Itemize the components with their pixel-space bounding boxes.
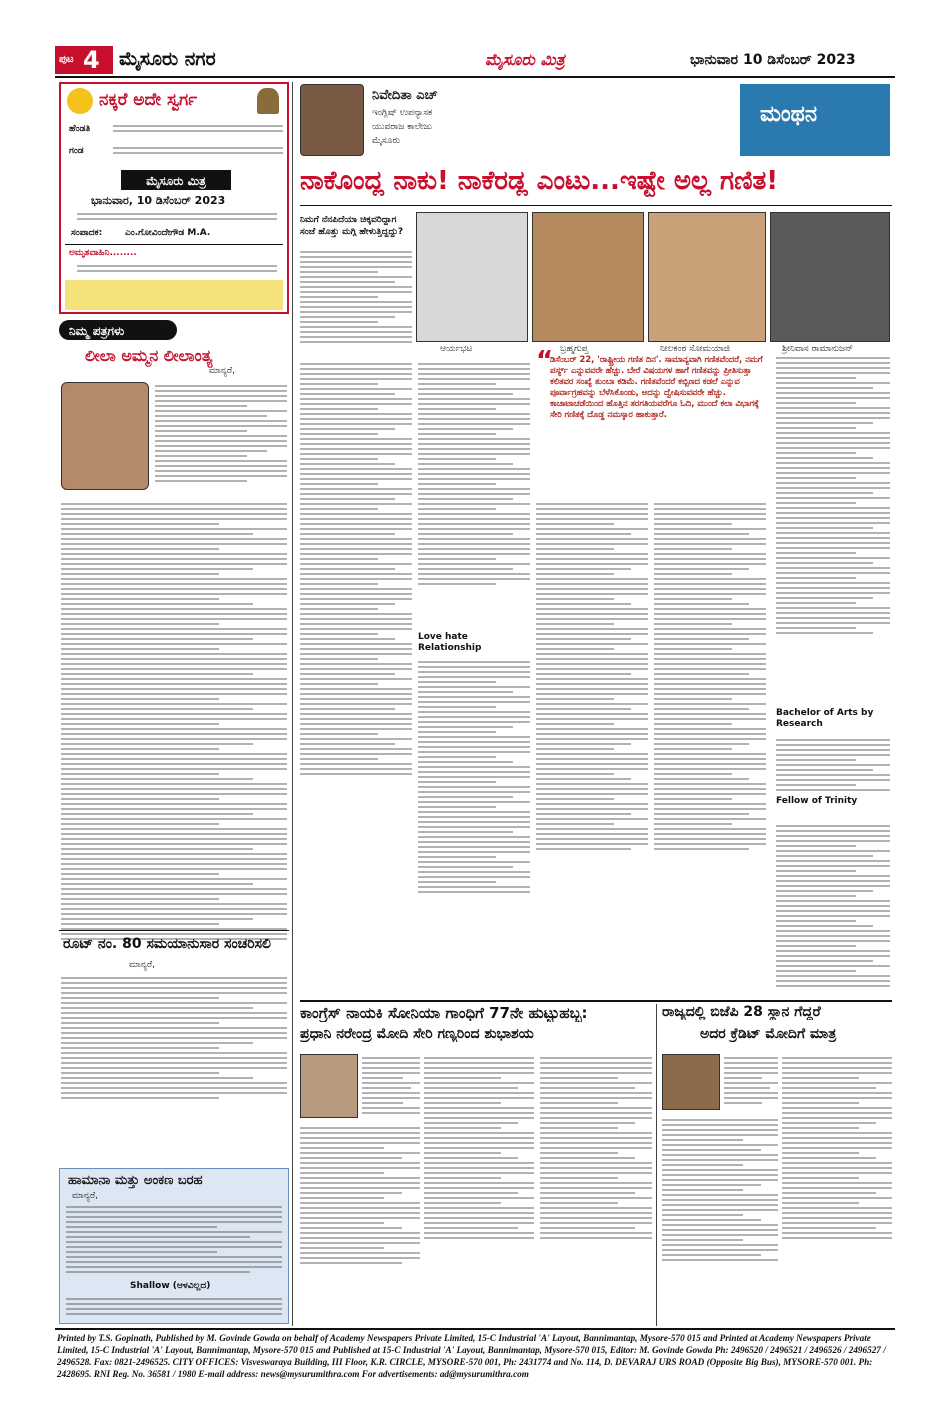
nakkare-title: ನಕ್ಕರೆ ಅದೇ ಸ್ವರ್ಗ bbox=[99, 90, 198, 110]
letters-section-label: ನಿಮ್ಮ ಪತ್ರಗಳು bbox=[69, 324, 125, 338]
aryabhata-photo bbox=[416, 212, 528, 342]
page-header bbox=[55, 44, 895, 76]
caption-ramanujan: ಶ್ರೀನಿವಾಸ ರಾಮಾನುಜನ್ bbox=[782, 344, 854, 354]
bjp-headline-2: ಅದರ ಕ್ರೆಡಿಟ್ ಮೋದಿಗೆ ಮಾತ್ರ bbox=[700, 1026, 837, 1042]
ramanujan-photo bbox=[770, 212, 890, 342]
letters-section bbox=[59, 320, 289, 1324]
joke-label-husband: ಗಂಡ bbox=[69, 146, 84, 156]
author-college: ಯುವರಾಜ ಕಾಲೇಜು bbox=[372, 122, 433, 132]
column-band bbox=[740, 84, 890, 156]
letter2-title: ರೂಟ್ ನಂ. 80 ಸಮಯಾನುಸಾರ ಸಂಚರಿಸಲಿ bbox=[63, 936, 271, 952]
section-name: ಮೈಸೂರು ನಗರ bbox=[119, 48, 216, 70]
masthead-name: ಮೈಸೂರು ಮಿತ್ರ bbox=[146, 174, 206, 188]
caption-nilakantha: ನೀಲಕಂಠ ಸೋಮಯಾಜಿ bbox=[660, 344, 730, 354]
term-trinity: Fellow of Trinity bbox=[776, 796, 858, 806]
fillers-strip bbox=[65, 280, 283, 310]
page-number-box bbox=[55, 46, 113, 74]
article-column-3 bbox=[536, 500, 648, 853]
masthead-logo bbox=[121, 170, 231, 190]
column-name: ಮಂಥನ bbox=[760, 102, 818, 127]
header-rule bbox=[55, 76, 895, 78]
article-column-2 bbox=[418, 360, 530, 588]
pull-quote-text: ಡಿಸೆಂಬರ್ 22, 'ರಾಷ್ಟ್ರೀಯ ಗಣಿತ ದಿನ'. ಸಾಮಾನ್ಯವಾಗಿ ಗಣಿತವೆಂದರೆ, ನಮಗೆ ಪರ್ಸ್ಯ್ ಎನ್ನುವವರೇ ಹೆಚ್ಚು. ಬೇರೆ ವಿಷಯಗಳ ಹಾಗೆ ಗಣಿತವನ್ನು ಪ್ರೀತಿಸುತ್ತಾ ಕಲಿತವರ ಸಂಖ್ಯೆ ತುಂಬಾ ಕಡಿಮೆ. ಗಣಿತವೆಂದರೆ ಕಬ್ಬಿಣದ ಕಡಲೆ ಎನ್ನುವ ಪೂರ್ವಾಗ್ರಹವನ್ನು ಬೆಳೆಸಿಕೊಂಡು, ಅದನ್ನು ದ್ವೇಷಿಸುವವರೇ ಹೆಚ್ಚು. ಕಾಚಾಟಾಚಡೆಯಿಂದ ಹೊತ್ತಿನ ತರಗತಿಯವರೆಗೂ ಓದಿ, ಮುಂದೆ ಕಲಾ ವಿಭಾಗಕ್ಕೆ ಸೇರಿ ಗಣಿತಕ್ಕೆ ದೊಡ್ಡ ನಮಸ್ಕಾರ ಹಾಕುತ್ತಾರೆ. bbox=[550, 354, 763, 419]
term-bachelor: Bachelor of Arts by Research bbox=[776, 708, 874, 729]
editor-label: ಸಂಪಾದಕ: bbox=[71, 228, 103, 238]
article-column-4 bbox=[654, 500, 766, 853]
letter3-box bbox=[59, 1168, 289, 1324]
caption-aryabhata: ಆರ್ಯಭಟ bbox=[440, 344, 473, 354]
sonia-headline-1: ಕಾಂಗ್ರೆಸ್ ನಾಯಕಿ ಸೋನಿಯಾ ಗಾಂಧಿಗೆ 77ನೇ ಹುಟ್ಟುಹಬ್ಬ: bbox=[300, 1004, 588, 1022]
letter1-photo bbox=[61, 382, 149, 490]
letters-section-title bbox=[59, 320, 177, 340]
laugh-icon bbox=[67, 88, 93, 114]
letter3-title: ಹಾಮಾನಾ ಮತ್ತು ಅಂಕಣ ಬರಹ bbox=[68, 1173, 203, 1188]
editor-name: ಎಂ.ಗೋವಿಂದೇಗೌಡ M.A. bbox=[125, 228, 211, 238]
page-label: ಪುಟ bbox=[59, 54, 74, 65]
english-term: Love hate Relationship bbox=[418, 632, 482, 653]
caption-brahmagupta: ಬ್ರಹ್ಮಗುಪ್ತ bbox=[560, 344, 589, 354]
joke-label-wife: ಹೆಂಡತಿ bbox=[69, 124, 91, 134]
cartoon-figure-icon bbox=[257, 88, 279, 114]
author-name: ನಿವೇದಿತಾ ಎಚ್ bbox=[372, 88, 438, 103]
nilakantha-photo bbox=[648, 212, 766, 342]
paper-name: ಮೈಸೂರು ಮಿತ್ರ bbox=[485, 50, 565, 69]
amrutha-title: ಅಮೃತವಾಹಿನಿ........ bbox=[69, 248, 137, 258]
politician-photo bbox=[662, 1054, 720, 1110]
bjp-headline-1: ರಾಜ್ಯದಲ್ಲಿ ಬಿಜೆಪಿ 28 ಸ್ಥಾನ ಗೆದ್ದರೆ bbox=[662, 1004, 821, 1020]
sonia-headline-2: ಪ್ರಧಾನಿ ನರೇಂದ್ರ ಮೋದಿ ಸೇರಿ ಗಣ್ಯರಿಂದ ಶುಭಾಶಯ bbox=[300, 1026, 534, 1042]
intro-paragraph: ನಿಮಗೆ ನೆನಪಿದೆಯಾ ಚಿಕ್ಕವರಿದ್ದಾಗ ಸಂಜೆ ಹೊತ್ತು ಮಗ್ಗಿ ಹೇಳುತ್ತಿದ್ದದ್ದು? bbox=[300, 215, 404, 237]
masthead-date: ಭಾನುವಾರ, 10 ಡಿಸೆಂಬರ್ 2023 bbox=[91, 194, 226, 207]
letter1-title: ಲೀಲಾ ಅಮ್ಮನ ಲೀಲಾಂತ್ಯ bbox=[85, 346, 213, 365]
article-column-5 bbox=[776, 354, 890, 637]
letter3-english-word: Shallow (ಆಳವಿಲ್ಲದ) bbox=[130, 1281, 211, 1291]
letter1-salutation: ಮಾನ್ಯರೆ, bbox=[209, 366, 235, 376]
main-headline: ನಾಕೊಂದ್ಲ ನಾಕು! ನಾಕೆರಡ್ಲ ಎಂಟು...ಇಷ್ಟೇ ಅಲ್ಲ ಗಣಿತ! bbox=[300, 166, 779, 196]
footer-imprint: Printed by T.S. Gopinath, Published by M. Govinde Gowda on behalf of Academy Newspapers Private Limited, 15-C Industrial 'A' Layout, Bannimantap, Mysore-570 015 and Printed at Academy Newspapers Private Limited, 15-C Industrial 'A' Layout, Bannimantap, Mysore-570 015 and Published at 15-C Industrial 'A' Layout, Bannimantap, Mysore-570 015, Editor: M. Govinde Gowda Ph: 2496520 / 2496521 / 2496526 / 2496527 / 2496528. Fax: 0821-2496525. CITY OFFICES: Visveswaraya Building, III Floor, K.R. CIRCLE, MYSORE-570 001, Ph: 2431774 and No. 114, D. DEVARAJ URS ROAD (Opposite Big Bus), MYSORE-570 001. Ph: 2428695. RNI Reg. No. 36581 / 1980 E-mail address: news@mysurumithra.com For advertisements: ad@mysurumithra.com bbox=[57, 1333, 886, 1379]
header-date: ಭಾನುವಾರ 10 ಡಿಸೆಂಬರ್ 2023 bbox=[690, 52, 856, 68]
page-number: 4 bbox=[83, 46, 100, 74]
letter3-salutation: ಮಾನ್ಯರೆ, bbox=[72, 1191, 98, 1201]
sonia-photo bbox=[300, 1054, 358, 1118]
article-column-1 bbox=[300, 360, 412, 778]
brahmagupta-photo bbox=[532, 212, 644, 342]
letter2-salutation: ಮಾನ್ಯರೆ, bbox=[129, 960, 155, 970]
nakkare-box bbox=[59, 82, 289, 314]
author-city: ಮೈಸೂರು bbox=[372, 136, 400, 146]
author-role: ಇಂಗ್ಲಿಷ್ ಉಪನ್ಯಾಸಕ bbox=[372, 108, 433, 118]
author-photo bbox=[300, 84, 364, 156]
quote-mark-icon: “ bbox=[536, 346, 554, 376]
